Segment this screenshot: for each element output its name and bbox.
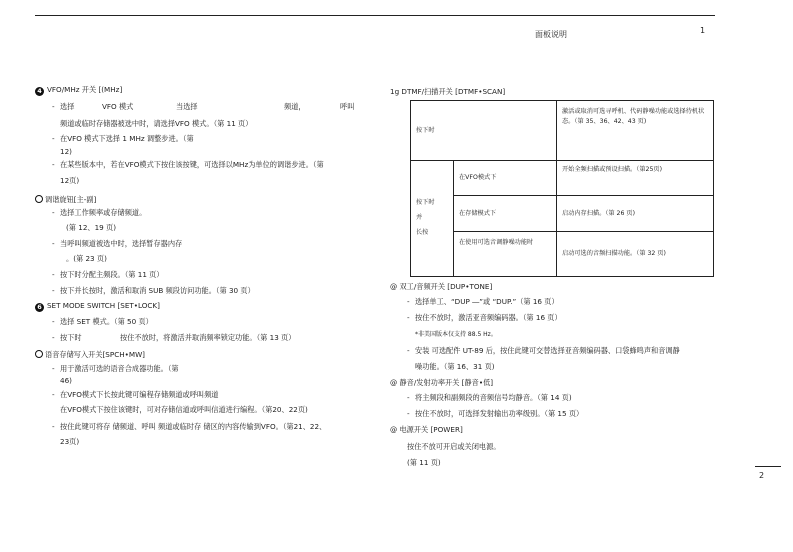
- section-set-title: SET MODE SWITCH [SET•LOCK]: [47, 301, 160, 310]
- bullet-dash: -: [52, 208, 55, 217]
- speech-line-4: 在VFO模式下按住该键时，可对存储信道或呼叫信道进行编程。（第20、22页): [60, 405, 308, 414]
- vfo-line-5: 在某些版本中，若在VFO模式下按住该按键，可选择以MHz为单位的调谐步进。（第: [60, 160, 324, 169]
- tuning-line-3: 当呼叫频道被选中时，选择暂存器内存: [60, 239, 183, 248]
- bullet-dash: -: [407, 346, 410, 355]
- bullet-dash: -: [52, 390, 55, 399]
- tuning-line-6: 按下并长按时，激活和取消 SUB 频段访问功能。（第 30 页）: [60, 286, 255, 295]
- table-action-tone: 启动可选的音频扫描功能。（第 32 页): [557, 232, 714, 277]
- bullet-dash: -: [52, 364, 55, 373]
- vfo-line-6: 12页): [60, 176, 80, 185]
- page-title: 面板说明: [535, 30, 567, 39]
- table-condition-memory: 在存储模式下: [454, 196, 557, 232]
- bullet-dash: -: [407, 297, 410, 306]
- vfo-line-4: 12): [60, 147, 72, 156]
- number-marker-4: 4: [35, 87, 44, 96]
- bullet-dash: -: [407, 393, 410, 402]
- header-rule: [35, 15, 715, 16]
- open-circle-marker: [35, 195, 43, 203]
- speech-line-2: 46): [60, 376, 72, 385]
- dup-line-3: 安装 可选配件 UT-89 后，按住此键可交替选择亚音频编码器、口袋蜂鸣声和音调静: [415, 346, 680, 355]
- mute-line-1: 将主频段和副频段的音频信号均静音。（第 14 页): [415, 393, 572, 402]
- bullet-dash: -: [52, 333, 55, 342]
- vfo-line-2: 频道或临时存储器被选中时，请选择VFO 模式。（第 11 页）: [60, 119, 253, 128]
- section-vfo-title: VFO/MHz 开关 [(MHz]: [47, 85, 123, 94]
- bullet-dash: -: [52, 270, 55, 279]
- tuning-line-1: 选择工作频率或存储频道。: [60, 208, 147, 217]
- bullet-dash: -: [407, 313, 410, 322]
- number-marker-6: 6: [35, 303, 44, 312]
- table-condition-vfo: 在VFO模式下: [454, 161, 557, 196]
- dtmf-scan-table: [410, 100, 714, 277]
- table-label-press-hold: 按下时 并 长按: [411, 161, 454, 277]
- open-circle-marker: [35, 350, 43, 358]
- vfo-line-1a: 选择: [60, 102, 75, 111]
- vfo-line-1d: 频道，: [284, 102, 306, 111]
- section-tuning-heading: [35, 195, 96, 203]
- mute-line-2: 按住不放时，可选择发射输出功率级别。（第 15 页）: [415, 409, 584, 418]
- dtmf-table-title: 1g DTMF/扫描开关 [DTMF•SCAN]: [390, 87, 506, 96]
- table-condition-tone: 在使用可选音调静噪功能时: [454, 232, 557, 277]
- tuning-line-5: 按下时分配主频段。（第 11 页）: [60, 270, 164, 279]
- header-page-number: 1: [700, 26, 706, 35]
- section-power-heading: @ 电源开关 [POWER]: [390, 425, 463, 434]
- dup-note: *非美国版本仅支持 88.5 Hz。: [415, 331, 497, 338]
- speech-line-6: 23页): [60, 437, 80, 446]
- bullet-dash: -: [52, 160, 55, 169]
- bullet-dash: -: [52, 239, 55, 248]
- footer-rule: [755, 466, 781, 467]
- table-action-memory: 启动内存扫描。（第 26 页): [557, 196, 714, 232]
- table-action-press: 激活或取消可选寻呼机、代码静噪功能或选择待机状态。（第 35、36、42、43 页): [557, 101, 714, 161]
- speech-line-5: 按住此键可将存 储频道、呼叫 频道或临时存 储区的内容传输到VFO。（第21、22、: [60, 422, 327, 431]
- vfo-line-1b: VFO 模式: [102, 102, 134, 111]
- section-speech-heading: [35, 350, 145, 358]
- dup-line-2: 按住不放时，激活亚音频编码器。（第 16 页）: [415, 313, 562, 322]
- section-dup-heading: @ 双工/音频开关 [DUP•TONE]: [390, 282, 493, 291]
- section-speech-title: 语音存储写入开关[SPCH•MW]: [45, 350, 145, 359]
- bullet-dash: -: [52, 317, 55, 326]
- dup-line-1: 选择单工、“DUP ―”或 “DUP.”（第 16 页）: [415, 297, 559, 306]
- power-line-2: (第 11 页): [407, 458, 441, 467]
- section-tuning-title: 调谐旋钮[主-副]: [45, 195, 97, 204]
- vfo-line-1e: 呼叫: [340, 102, 355, 111]
- bullet-dash: -: [52, 422, 55, 431]
- section-mute-heading: @ 静音/发射功率开关 [静音•低]: [390, 378, 494, 387]
- set-line-2a: 按下时: [60, 333, 82, 342]
- table-label-press: 按下时: [411, 101, 557, 161]
- vfo-line-3: 在VFO 模式下选择 1 MHz 调整步进。（第: [60, 134, 194, 143]
- speech-line-3: 在VFO模式下长按此键可编程存储频道或呼叫频道: [60, 390, 219, 399]
- footer-page-number: 2: [759, 471, 765, 480]
- table-action-vfo: 开始全频扫描或预设扫描。（第25页): [557, 161, 714, 196]
- tuning-line-4: 。(第 23 页): [66, 254, 107, 263]
- set-line-1: 选择 SET 模式。（第 50 页）: [60, 317, 153, 326]
- power-line-1: 按住不放可开启或关闭电源。: [407, 442, 501, 451]
- bullet-dash: -: [52, 286, 55, 295]
- bullet-dash: -: [407, 409, 410, 418]
- section-vfo-heading: [35, 86, 122, 96]
- tuning-line-2: (第 12、19 页): [66, 223, 117, 232]
- bullet-dash: -: [52, 102, 55, 111]
- section-set-heading: [35, 302, 160, 312]
- speech-line-1: 用于激活可选的语音合成器功能。（第: [60, 364, 179, 373]
- dup-line-4: 噪功能。（第 16、31 页): [415, 362, 495, 371]
- bullet-dash: -: [52, 134, 55, 143]
- vfo-line-1c: 当选择: [176, 102, 198, 111]
- set-line-2b: 按住不放时，将激活并取消频率锁定功能。（第 13 页）: [120, 333, 296, 342]
